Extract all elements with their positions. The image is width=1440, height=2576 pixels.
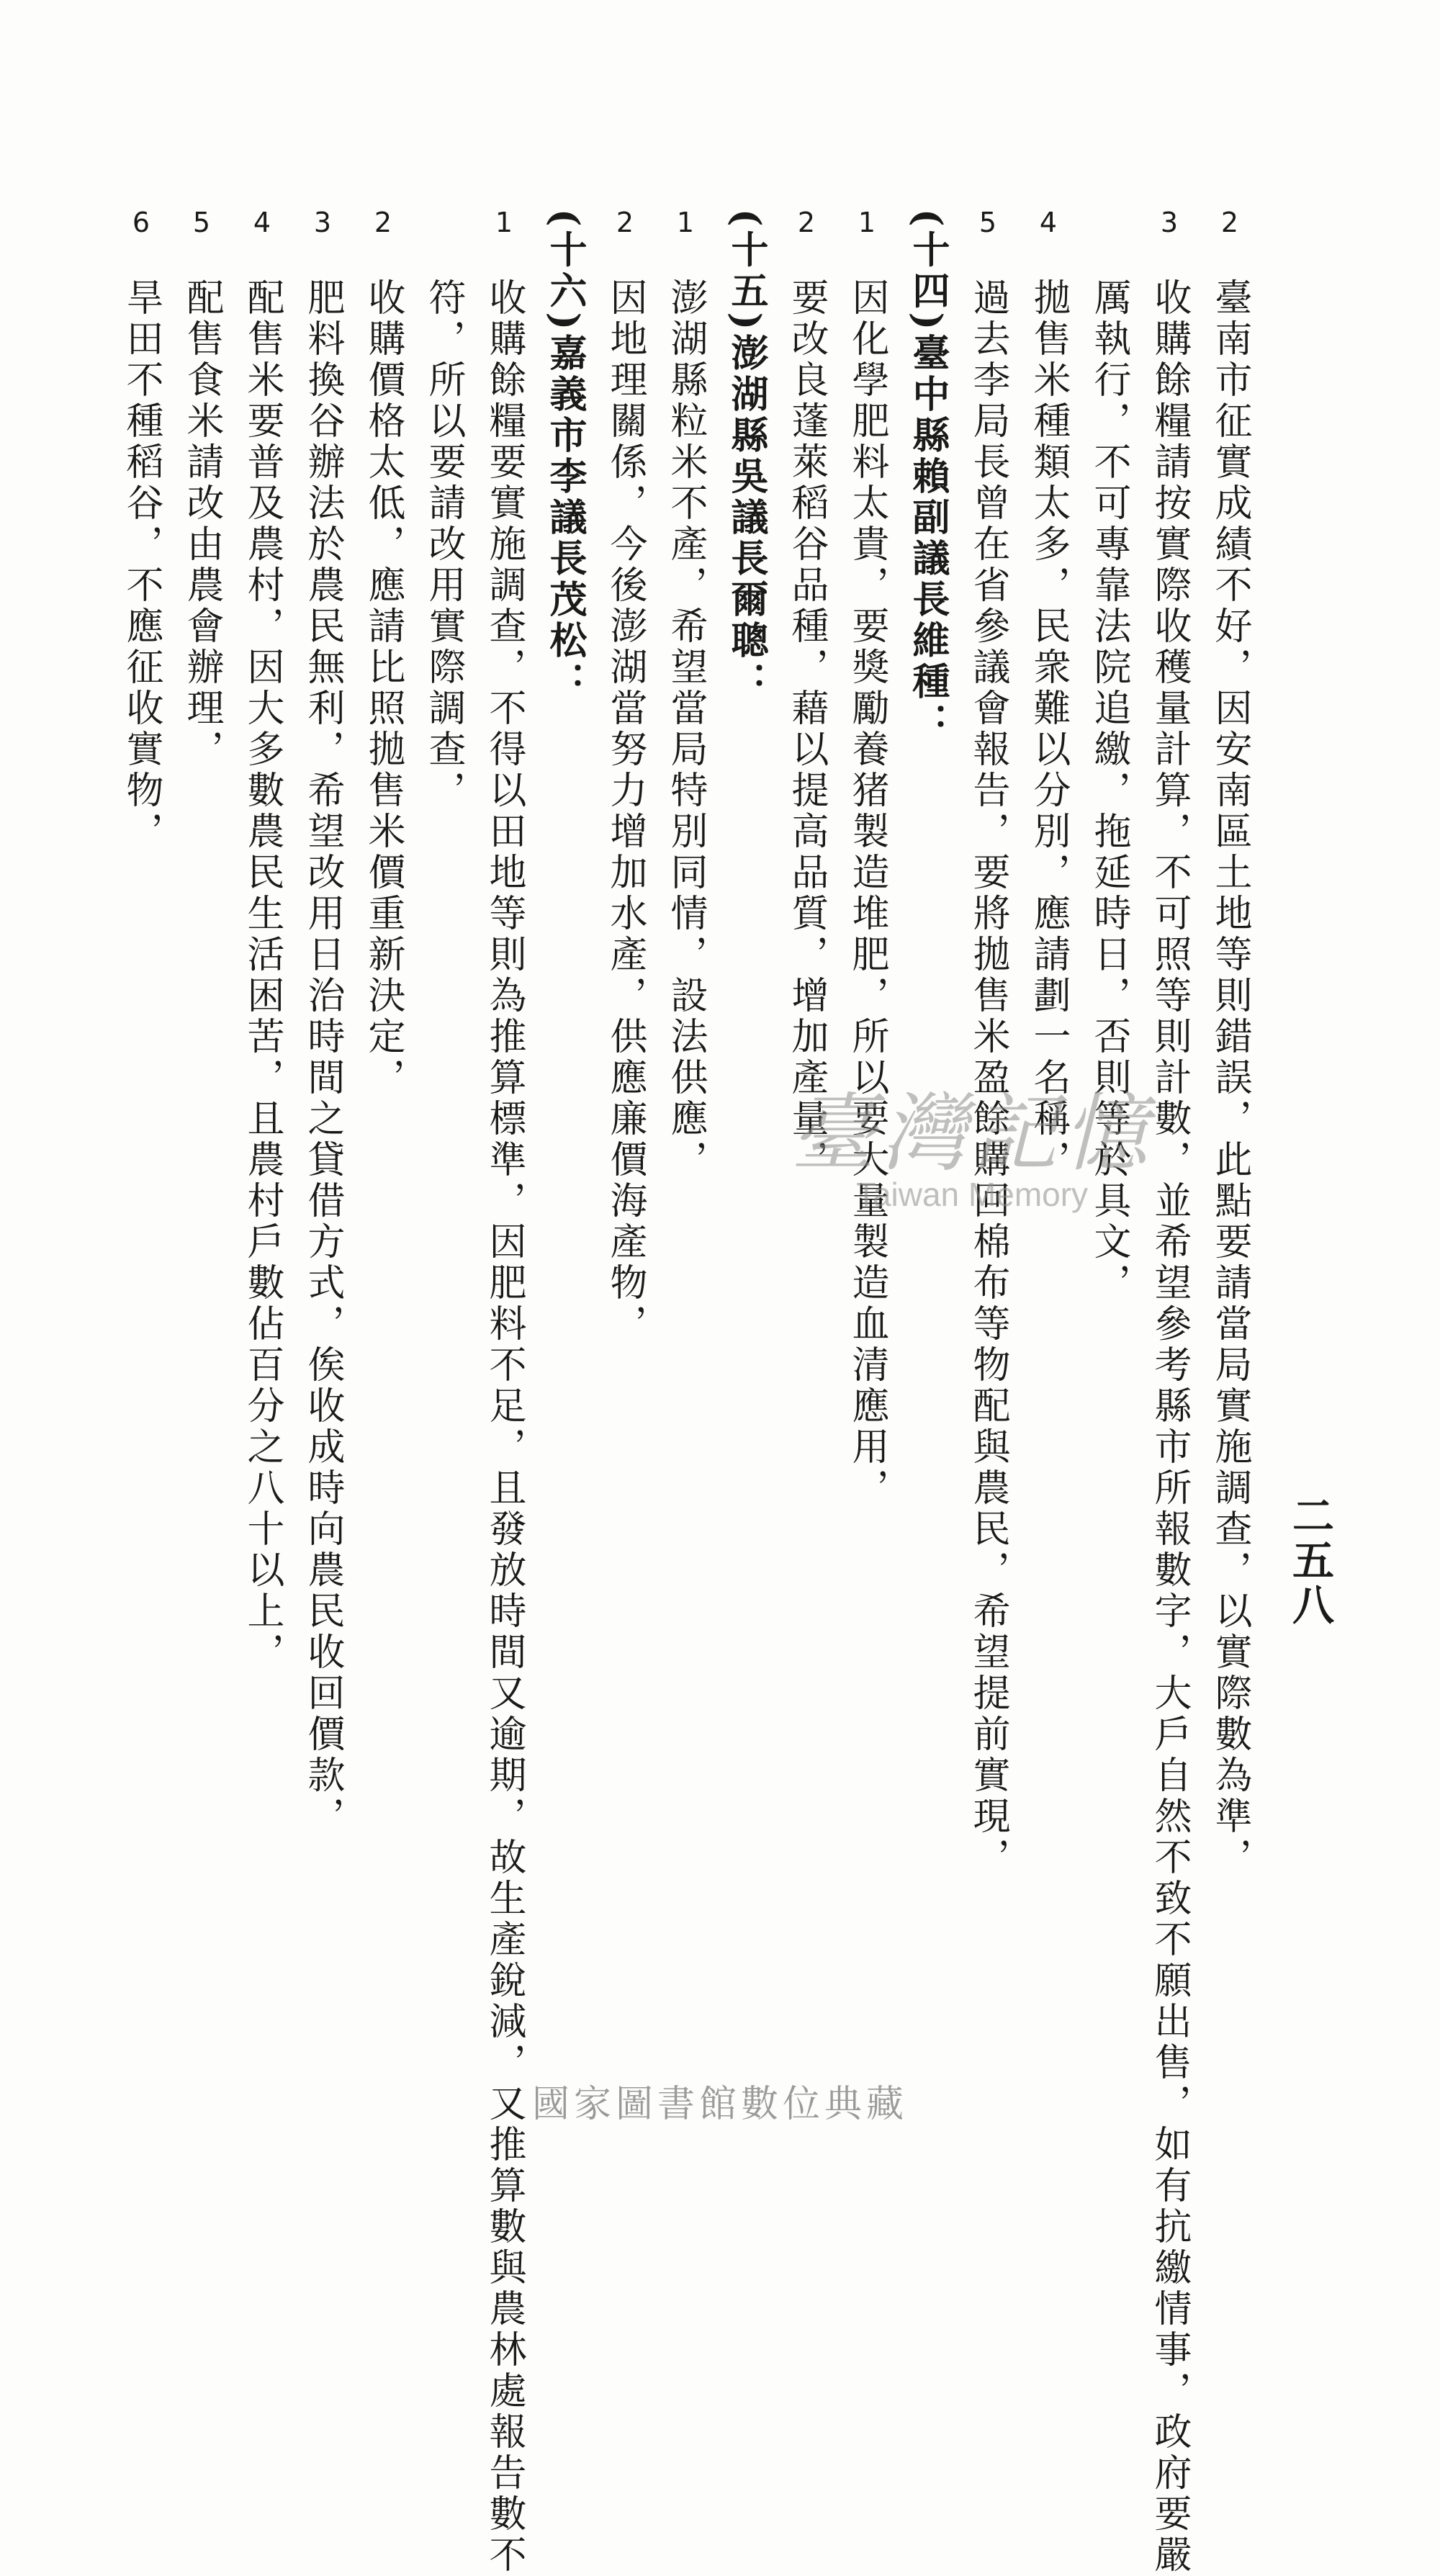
text-column (474, 209, 534, 2576)
item-number: 4 (1039, 209, 1058, 236)
column-text: 過去李局長曾在省參議會報告，要將拋售米盈餘購回棉布等物配與農民，希望提前實現， (966, 278, 1009, 1878)
text-column (1139, 209, 1200, 2576)
column-text: 厲執行，不可專靠法院追繳，拖延時日，否則等於具文， (1087, 278, 1130, 1304)
column-text: 配售米要普及農村，因大多數農民生活困苦，且農村戶數佔百分之八十以上， (240, 278, 284, 1673)
item-number: 2 (797, 209, 816, 236)
watermark-english: Taiwan Memory (855, 1175, 1089, 1213)
text-column (958, 209, 1018, 1937)
text-column (111, 209, 171, 1937)
text-column (171, 209, 232, 1937)
item-number: 2 (374, 209, 392, 236)
column-text: 肥料換谷辦法於農民無利，希望改用日治時間之貸借方式，俟收成時向農民收回價款， (301, 278, 344, 1837)
text-column (292, 209, 353, 1937)
item-number: 2 (616, 209, 634, 236)
section-heading (534, 209, 595, 1937)
column-text: 收購餘糧要實施調查，不得以田地等則為推算標準，因肥料不足，且發放時間又逾期，故生產銳減，又推算數與農林處報告數不 (482, 278, 526, 2576)
item-number: 5 (978, 209, 997, 236)
text-column (353, 209, 413, 1937)
column-text: (十六)嘉義市李議長茂松： (543, 209, 587, 703)
column-text: 臺南市征實成績不好，因安南區土地等則錯誤，此點要請當局實施調查，以實際數為準， (1208, 278, 1251, 1878)
section-heading (897, 209, 958, 1937)
footer-collection-mark: 國家圖書館數位典藏 (531, 2083, 908, 2126)
column-text: 配售食米請改由農會辦理， (180, 278, 223, 770)
text-column (1079, 209, 1139, 1937)
page-number: 二五八 (1285, 1494, 1334, 1628)
taiwan-memory-watermark (749, 1084, 1195, 1214)
text-column (837, 209, 897, 1937)
item-number: 6 (132, 209, 150, 236)
item-number: 3 (1160, 209, 1179, 236)
section-heading (716, 209, 776, 1937)
text-column (655, 209, 716, 1937)
column-text: 因化學肥料太貴，要獎勵養猪製造堆肥，所以要大量製造血清應用， (845, 278, 888, 1509)
item-number: 1 (676, 209, 695, 236)
column-text: 收購餘糧請按實際收穫量計算，不可照等則計數，並希望參考縣市所報數字，大戶自然不致不願出售，如有抗繳情事，政府要嚴 (1148, 278, 1191, 2576)
item-number: 1 (858, 209, 876, 236)
item-number: 1 (495, 209, 513, 236)
column-text: 澎湖縣粒米不產，希望當局特別同情，設法供應， (664, 278, 707, 1181)
column-text: 符，所以要請改用實際調查， (422, 278, 465, 811)
text-column (232, 209, 292, 1937)
column-text: (十五)澎湖縣吳議長爾聰： (724, 209, 768, 703)
item-number: 3 (313, 209, 332, 236)
item-number: 5 (192, 209, 211, 236)
text-column (1018, 209, 1079, 1937)
column-text: 收購價格太低，應請比照拋售米價重新決定， (361, 278, 405, 1099)
column-text: 拋售米種類太多，民衆難以分別，應請劃一名稱， (1027, 278, 1070, 1181)
text-column (595, 209, 655, 1937)
text-column (776, 209, 837, 1937)
column-text: 要改良蓬萊稻谷品種，藉以提高品質，增加產量， (785, 278, 828, 1181)
watermark-chinese: 臺灣記憶 (790, 1084, 1153, 1183)
column-text: 旱田不種稻谷，不應征收實物， (120, 278, 163, 852)
text-column (413, 209, 474, 1937)
item-number: 2 (1220, 209, 1239, 236)
item-number: 4 (253, 209, 271, 236)
column-text: 因地理關係，今後澎湖當努力增加水產，供應廉價海產物， (603, 278, 647, 1345)
text-column (1200, 209, 1260, 1937)
column-text: (十四)臺中縣賴副議長維種： (906, 209, 950, 744)
